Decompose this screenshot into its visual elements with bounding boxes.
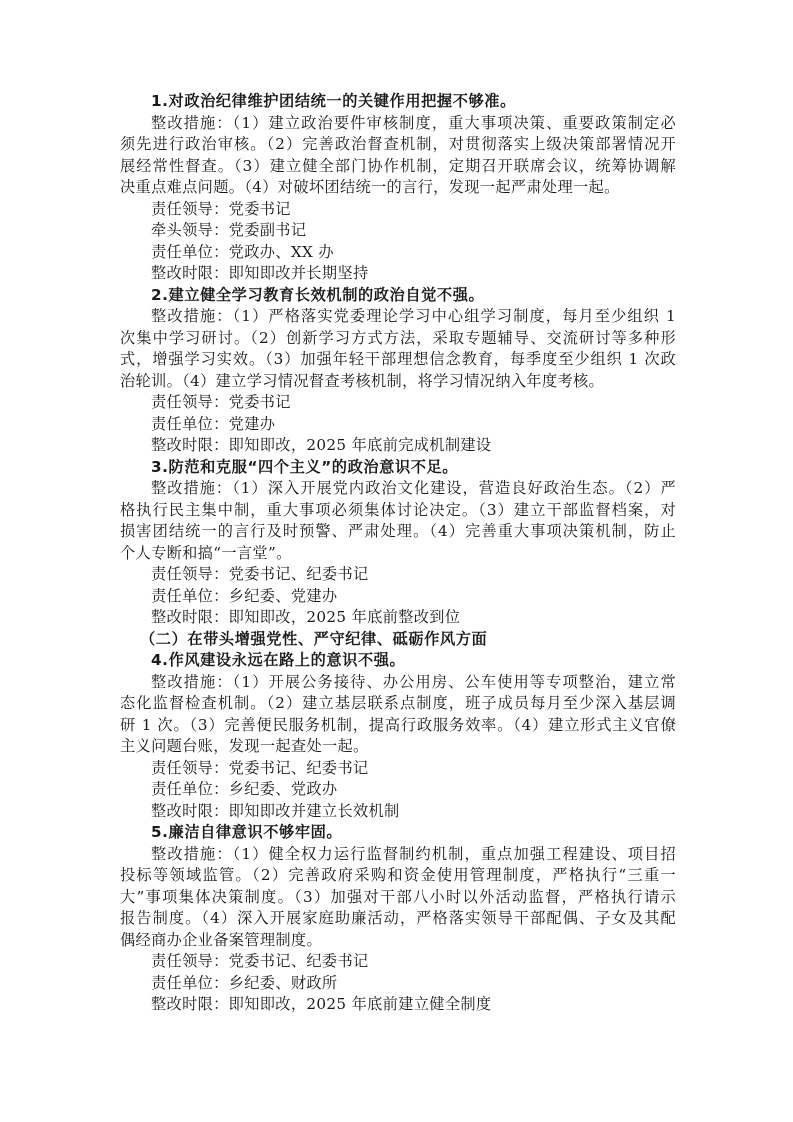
item-heading: 1.对政治纪律维护团结统一的关键作用把握不够准。 [151,92,516,110]
deadline: 整改时限：即知即改，2025 年底前完成机制建设 [151,436,492,454]
measure-line: 须先进行政治审核。（2）完善政治督查机制，对贯彻落实上级决策部署情况开 [120,135,676,153]
item-heading: 5.廉洁自律意识不够牢固。 [151,823,343,841]
document-page [120,91,676,1016]
measure-line: 整改措施：（1）建立政治要件审核制度，重大事项决策、重要政策制定必 [151,113,676,132]
responsible-leader: 责任领导：党委书记、纪委书记 [151,565,369,583]
deadline: 整改时限：即知即改，2025 年底前整改到位 [151,608,461,626]
measure-line: 主义问题台账，发现一起查处一起。 [120,737,369,755]
responsible-leader: 责任领导：党委书记 [151,393,291,411]
item-heading: 2.建立健全学习教育长效机制的政治自觉不强。 [151,285,485,304]
responsible-leader: 责任领导：党委书记、纪委书记 [151,952,369,970]
measure-line: 损害团结统一的言行及时预警、严肃处理。（4）完善重大事项决策机制，防止 [120,522,676,540]
responsible-leader: 责任领导：党委书记 [151,199,291,218]
responsible-unit: 责任单位：党政办、XX 办 [151,242,334,261]
responsible-unit: 责任单位：乡纪委、党建办 [151,586,338,605]
measure-line: 报告制度。（4）深入开展家庭助廉活动，严格落实领导干部配偶、子女及其配 [120,909,676,927]
item-heading: 4.作风建设永远在路上的意识不强。 [151,651,406,669]
measure-line: 个人专断和搞“一言堂”。 [120,543,292,562]
measure-line: 式，增强学习实效。（3）加强年轻干部理想信念教育，每季度至少组织 1 次政 [120,350,676,368]
measure-line: 次集中学习研讨。（2）创新学习方式方法，采取专题辅导、交流研讨等多种形 [120,328,676,347]
measure-line: 整改措施：（1）深入开展党内政治文化建设，营造良好政治生态。（2）严 [151,479,676,497]
measure-line: 治轮训。（4）建立学习情况督查考核机制，将学习情况纳入年度考核。 [120,371,605,390]
measure-line: 格执行民主集中制，重大事项必须集体讨论决定。（3）建立干部监督档案，对 [120,500,676,519]
measure-line: 整改措施：（1）开展公务接待、办公用房、公车使用等专项整治，建立常 [151,672,676,691]
measure-line: 投标等领域监管。（2）完善政府采购和资金使用管理制度，严格执行“三重一 [120,866,676,884]
responsible-unit: 责任单位：乡纪委、财政所 [151,973,338,992]
lead-leader: 牵头领导：党委副书记 [151,221,307,239]
responsible-leader: 责任领导：党委书记、纪委书记 [151,758,369,777]
measure-line: 偶经商办企业备案管理制度。 [120,930,322,949]
deadline: 整改时限：即知即改并建立长效机制 [151,801,400,820]
measure-line: 大”事项集体决策制度。（3）加强对干部八小时以外活动监督，严格执行请示 [120,887,676,906]
section-heading: （二）在带头增强党性、严守纪律、砥砺作风方面 [140,629,488,648]
measure-line: 研 1 次。（3）完善便民服务机制，提高行政服务效率。（4）建立形式主义官僚 [120,715,676,734]
measure-line: 展经常性督查。（3）建立健全部门协作机制，定期召开联席会议，统筹协调解 [120,156,676,175]
deadline: 整改时限：即知即改并长期坚持 [151,264,369,282]
measure-line: 态化监督检查机制。（2）建立基层联系点制度，班子成员每月至少深入基层调 [120,694,676,712]
deadline: 整改时限：即知即改，2025 年底前建立健全制度 [151,995,492,1013]
responsible-unit: 责任单位：乡纪委、党政办 [151,780,338,798]
measure-line: 决重点难点问题。（4）对破坏团结统一的言行，发现一起严肃处理一起。 [120,178,620,196]
responsible-unit: 责任单位：党建办 [151,414,276,433]
measure-line: 整改措施：（1）严格落实党委理论学习中心组学习制度，每月至少组织 1 [151,307,676,325]
item-heading: 3.防范和克服“四个主义”的政治意识不足。 [151,457,459,476]
measure-line: 整改措施：（1）健全权力运行监督制约机制，重点加强工程建设、项目招 [151,844,676,863]
